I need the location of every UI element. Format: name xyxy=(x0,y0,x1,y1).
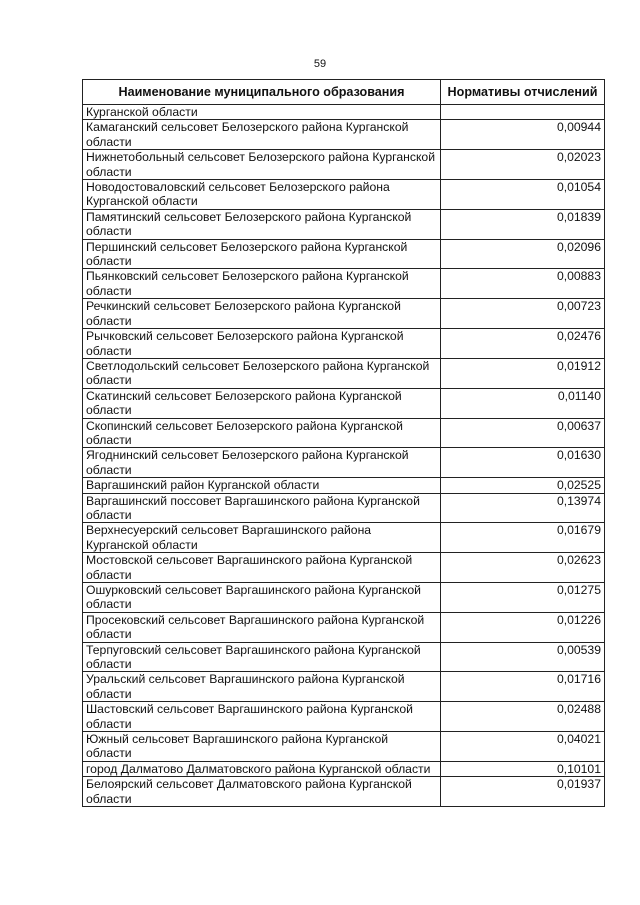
deduction-norm: 0,02096 xyxy=(441,239,605,269)
deduction-norm: 0,01937 xyxy=(441,777,605,807)
table-row xyxy=(83,418,605,448)
deduction-norm: 0,01054 xyxy=(441,180,605,210)
header-name: Наименование муниципального образования xyxy=(83,80,441,105)
deduction-norm: 0,01839 xyxy=(441,209,605,239)
deduction-norm: 0,00883 xyxy=(441,269,605,299)
municipality-name: город Далматово Далматовского района Курганской области xyxy=(83,761,441,776)
table-row xyxy=(83,388,605,418)
continuation-cell: Курганской области xyxy=(83,105,441,120)
municipality-name: Уральский сельсовет Варгашинского района Курганской области xyxy=(83,672,441,702)
deduction-norm: 0,02023 xyxy=(441,150,605,180)
municipality-name: Белоярский сельсовет Далматовского района Курганской области xyxy=(83,777,441,807)
deduction-norm: 0,10101 xyxy=(441,761,605,776)
deduction-norm: 0,01716 xyxy=(441,672,605,702)
table-row xyxy=(83,120,605,150)
municipality-name: Скатинский сельсовет Белозерского района Курганской области xyxy=(83,388,441,418)
deduction-norm: 0,01140 xyxy=(441,388,605,418)
municipality-name: Южный сельсовет Варгашинского района Курганской области xyxy=(83,732,441,762)
municipality-name: Просековский сельсовет Варгашинского района Курганской области xyxy=(83,612,441,642)
table-row xyxy=(83,493,605,523)
deduction-norm: 0,04021 xyxy=(441,732,605,762)
table-row xyxy=(83,732,605,762)
table-row xyxy=(83,299,605,329)
municipality-name: Варгашинский район Курганской области xyxy=(83,478,441,493)
deduction-norm: 0,01912 xyxy=(441,358,605,388)
table-header-row xyxy=(83,80,605,105)
municipality-name: Светлодольский сельсовет Белозерского района Курганской области xyxy=(83,358,441,388)
table-row xyxy=(83,553,605,583)
table-row xyxy=(83,612,605,642)
municipality-name: Ошурковский сельсовет Варгашинского района Курганской области xyxy=(83,583,441,613)
deduction-norm: 0,00944 xyxy=(441,120,605,150)
municipality-name: Верхнесуерский сельсовет Варгашинского района Курганской области xyxy=(83,523,441,553)
table-row xyxy=(83,269,605,299)
deduction-norm: 0,02488 xyxy=(441,702,605,732)
table-row xyxy=(83,672,605,702)
table-row xyxy=(83,209,605,239)
deduction-norm: 0,00539 xyxy=(441,642,605,672)
table-row xyxy=(83,358,605,388)
table-row-continuation xyxy=(83,105,605,120)
deduction-norm: 0,02525 xyxy=(441,478,605,493)
table-row xyxy=(83,702,605,732)
deduction-norm: 0,13974 xyxy=(441,493,605,523)
table-row xyxy=(83,329,605,359)
page-number: 59 xyxy=(313,58,327,70)
table-row xyxy=(83,777,605,807)
municipality-name: Варгашинский поссовет Варгашинского района Курганской области xyxy=(83,493,441,523)
municipality-name: Шастовский сельсовет Варгашинского района Курганской области xyxy=(83,702,441,732)
municipality-name: Ягоднинский сельсовет Белозерского района Курганской области xyxy=(83,448,441,478)
deduction-norm: 0,00637 xyxy=(441,418,605,448)
municipality-name: Скопинский сельсовет Белозерского района Курганской области xyxy=(83,418,441,448)
municipality-name: Мостовской сельсовет Варгашинского района Курганской области xyxy=(83,553,441,583)
deduction-norm: 0,00723 xyxy=(441,299,605,329)
deduction-norm: 0,02476 xyxy=(441,329,605,359)
municipality-name: Пьянковский сельсовет Белозерского района Курганской области xyxy=(83,269,441,299)
municipality-name: Першинский сельсовет Белозерского района Курганской области xyxy=(83,239,441,269)
municipality-name: Терпуговский сельсовет Варгашинского района Курганской области xyxy=(83,642,441,672)
table-row xyxy=(83,523,605,553)
municipality-name: Камаганский сельсовет Белозерского района Курганской области xyxy=(83,120,441,150)
table-row xyxy=(83,642,605,672)
table-row xyxy=(83,583,605,613)
table-row xyxy=(83,761,605,776)
table-row xyxy=(83,150,605,180)
deduction-norm: 0,01679 xyxy=(441,523,605,553)
norms-table xyxy=(82,79,605,807)
municipality-name: Нижнетобольный сельсовет Белозерского района Курганской области xyxy=(83,150,441,180)
table-row xyxy=(83,180,605,210)
deduction-norm: 0,01630 xyxy=(441,448,605,478)
municipality-name: Новодостоваловский сельсовет Белозерского района Курганской области xyxy=(83,180,441,210)
table-row xyxy=(83,448,605,478)
municipality-name: Речкинский сельсовет Белозерского района Курганской области xyxy=(83,299,441,329)
municipality-name: Памятинский сельсовет Белозерского района Курганской области xyxy=(83,209,441,239)
deduction-norm: 0,01226 xyxy=(441,612,605,642)
table-row xyxy=(83,478,605,493)
deduction-norm: 0,02623 xyxy=(441,553,605,583)
municipality-name: Рычковский сельсовет Белозерского района Курганской области xyxy=(83,329,441,359)
table-row xyxy=(83,239,605,269)
deduction-norm: 0,01275 xyxy=(441,583,605,613)
header-norm: Нормативы отчислений xyxy=(441,80,605,105)
continuation-empty-cell xyxy=(441,105,605,120)
